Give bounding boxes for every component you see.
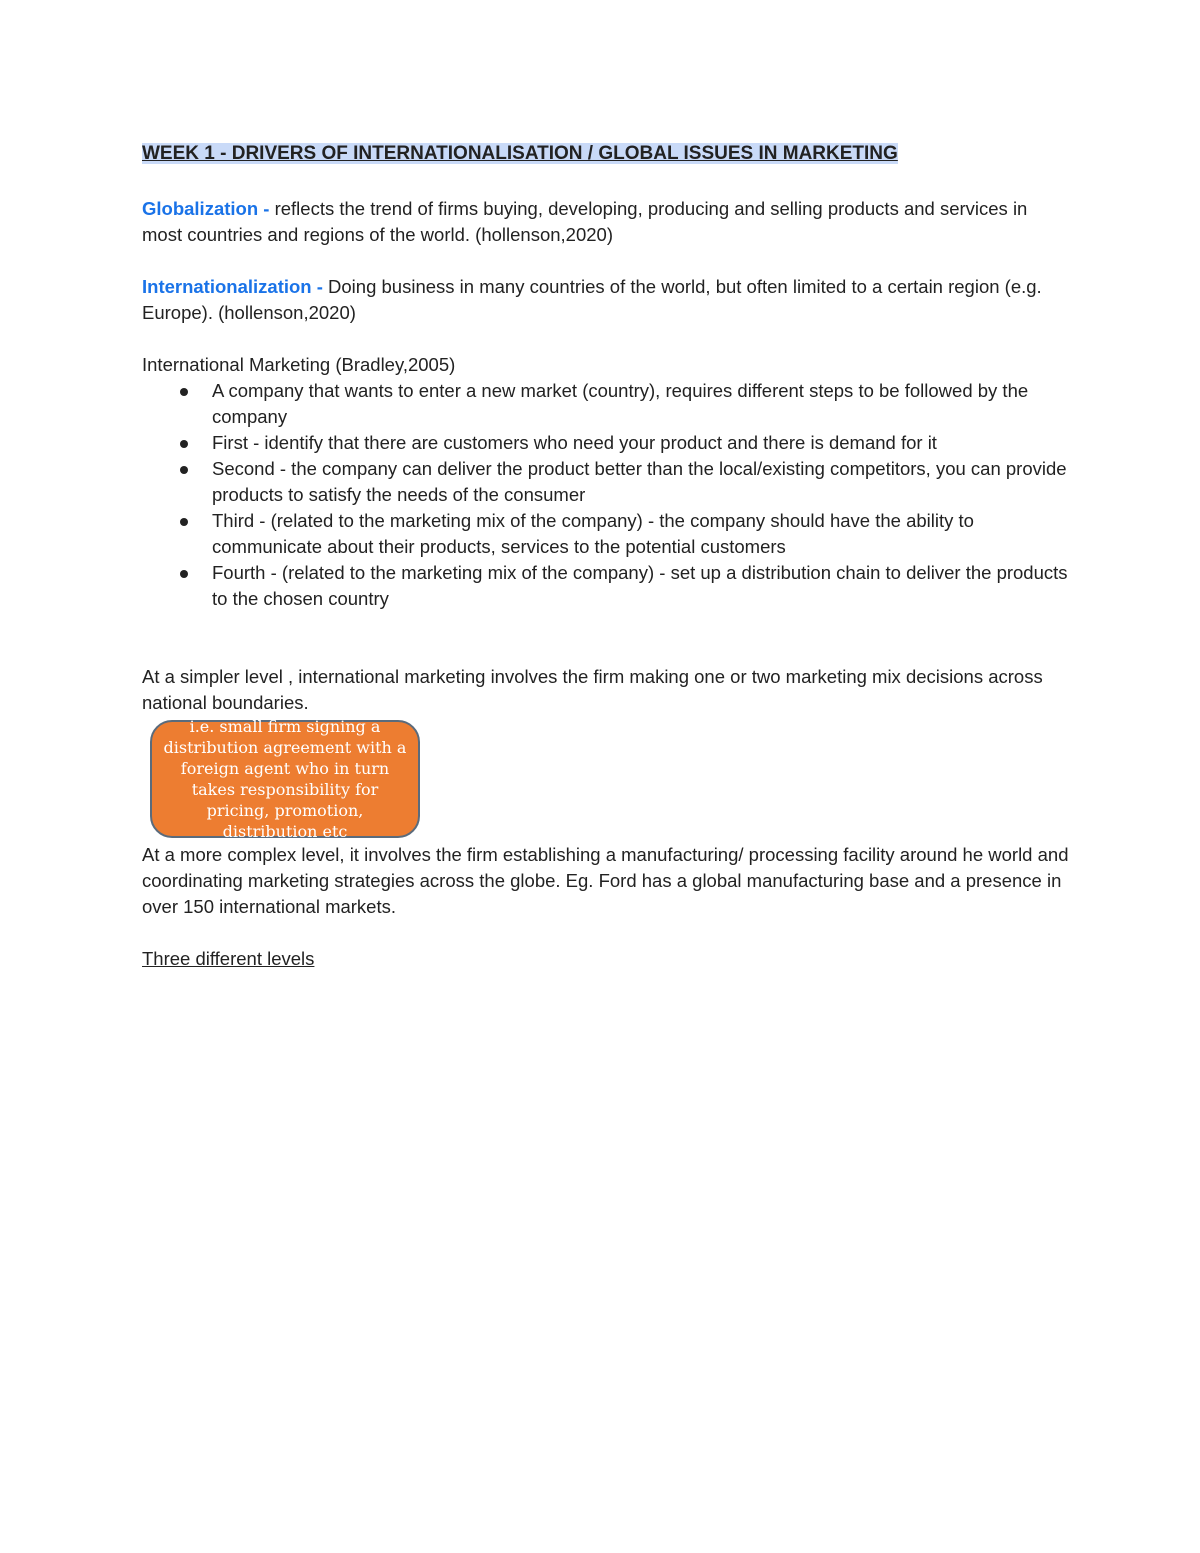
callout-box xyxy=(150,717,420,841)
internationalization-definition xyxy=(142,274,1072,326)
list-item: Second - the company can deliver the product better than the local/existing competitors, you can provide products to satisfy the needs of the consumer xyxy=(142,456,1072,508)
intl-marketing-title: International Marketing (Bradley,2005) xyxy=(142,354,456,375)
internationalization-text: Doing business in many countries of the world, but often limited to a certain region (e.g. Europe). (hollenson,2020) xyxy=(142,276,1042,323)
three-levels-heading: Three different levels xyxy=(142,948,315,969)
bullet-icon xyxy=(180,466,188,474)
list-item: A company that wants to enter a new market (country), requires different steps to be followed by the company xyxy=(142,378,1072,430)
bullet-icon xyxy=(180,388,188,396)
globalization-definition xyxy=(142,196,1072,248)
list-item: Third - (related to the marketing mix of the company) - the company should have the ability to communicate about their products, services to the potential customers xyxy=(142,508,1072,560)
page-title: WEEK 1 - DRIVERS OF INTERNATIONALISATION / GLOBAL ISSUES IN MARKETING xyxy=(142,143,898,164)
bullet-icon xyxy=(180,570,188,578)
document-page xyxy=(142,140,1072,972)
list-item: Fourth - (related to the marketing mix of the company) - set up a distribution chain to deliver the products to the chosen country xyxy=(142,560,1072,612)
callout-text: i.e. small firm signing a distribution agreement with a foreign agent who in turn takes responsibility for pricing, promotion, distribution etc xyxy=(163,717,407,841)
globalization-text: reflects the trend of firms buying, developing, producing and selling products and services in most countries and regions of the world. (hollenson,2020) xyxy=(142,198,1028,245)
intl-marketing-list xyxy=(142,378,1072,612)
list-item: First - identify that there are customers who need your product and there is demand for it xyxy=(142,430,1072,456)
internationalization-term: Internationalization - xyxy=(142,276,323,297)
simpler-level-paragraph: At a simpler level , international marketing involves the firm making one or two marketing mix decisions across national boundaries. xyxy=(142,666,1043,713)
bullet-icon xyxy=(180,518,188,526)
bullet-icon xyxy=(180,440,188,448)
complex-level-paragraph: At a more complex level, it involves the firm establishing a manufacturing/ processing facility around he world and coordinating marketing strategies across the globe. Eg. Ford has a global manufacturing base and a presence in over 150 international markets. xyxy=(142,844,1069,917)
globalization-term: Globalization - xyxy=(142,198,270,219)
